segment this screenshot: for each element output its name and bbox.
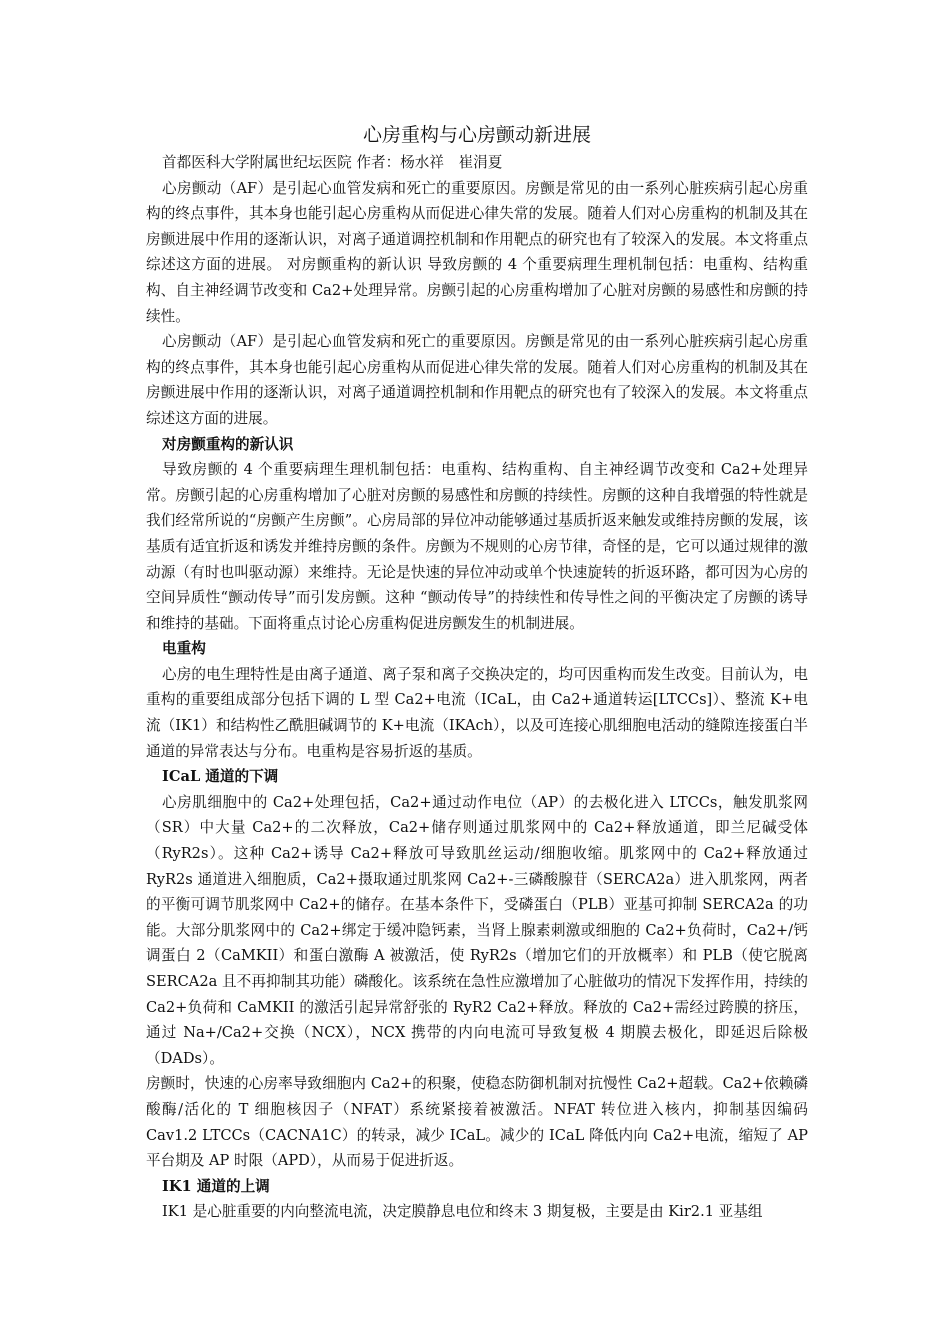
paragraph-af-calcium-overload: 房颤时，快速的心房率导致细胞内 Ca2+的积聚，使稳态防御机制对抗慢性 Ca2+超载。Ca2+依赖磷酸酶/活化的 T 细胞核因子（NFAT）系统紧接着被激活。NFAT 转位进入核内，抑制基因编码 Cav1.2 LTCCs（CACNA1C）的转录，减少 ICaL。减少的 ICaL 降低内向 Ca2+电流，缩短了 AP 平台期及 AP 时限（APD），从而易于促进折返。 [146,1075,808,1170]
affiliation: 首都医科大学附属世纪坛医院 作者： [162,154,401,171]
paragraph-ik1: IK1 是心脏重要的内向整流电流，决定膜静息电位和终末 3 期复极，主要是由 Kir2.1 亚基组 [162,1203,763,1221]
authors: 杨水祥 崔涓夏 [400,154,503,171]
section-heading-electrical-remodeling: 电重构 [162,640,206,658]
section-heading-ical-downregulation: ICaL 通道的下调 [162,768,279,786]
affiliation-line [146,150,808,176]
paragraph-intro-1: 心房颤动（AF）是引起心血管发病和死亡的重要原因。房颤是常见的由一系列心脏疾病引起心房重构的终点事件，其本身也能引起心房重构从而促进心律失常的发展。随着人们对心房重构的机制及其在房颤进展中作用的逐渐认识，对离子通道调控机制和作用靶点的研究也有了较深入的发展。本文将重点综述这方面的进展。 对房颤重构的新认识 导致房颤的 4 个重要病理生理机制包括：电重构、结构重构、自主神经调节改变和 Ca2+处理异常。房颤引起的心房重构增加了心脏对房颤的易感性和房颤的持续性。 [146,179,808,325]
paragraph-electrical-remodeling: 心房的电生理特性是由离子通道、离子泵和离子交换决定的，均可因重构而发生改变。目前认为，电重构的重要组成部分包括下调的 L 型 Ca2+电流（ICaL，由 Ca2+通道转运[LTCCs]）、整流 K+电流（IK1）和结构性乙酰胆碱调节的 K+电流（IKAch），以及可连接心肌细胞电活动的缝隙连接蛋白半通道的异常表达与分布。电重构是容易折返的基质。 [146,665,808,760]
document-body [146,120,808,1225]
paragraph-mechanisms: 导致房颤的 4 个重要病理生理机制包括：电重构、结构重构、自主神经调节改变和 Ca2+处理异常。房颤引起的心房重构增加了心脏对房颤的易感性和房颤的持续性。房颤的这种自我增强的特性就是我们经常所说的“房颤产生房颤”。心房局部的异位冲动能够通过基质折返来触发或维持房颤的发展，该基质有适宜折返和诱发并维持房颤的条件。房颤为不规则的心房节律，奇怪的是，它可以通过规律的激动源（有时也叫驱动源）来维持。无论是快速的异位冲动或单个快速旋转的折返环路，都可因为心房的空间异质性“颤动传导”而引发房颤。这种 “颤动传导”的持续性和传导性之间的平衡决定了房颤的诱导和维持的基础。下面将重点讨论心房重构促进房颤发生的机制进展。 [146,461,808,632]
section-heading-new-understanding: 对房颤重构的新认识 [162,435,294,453]
section-heading-ik1-upregulation: IK1 通道的上调 [162,1177,270,1195]
paragraph-calcium-handling: 心房肌细胞中的 Ca2+处理包括，Ca2+通过动作电位（AP）的去极化进入 LTCCs，触发肌浆网（SR）中大量 Ca2+的二次释放，Ca2+储存则通过肌浆网中的 Ca2+释放通道，即兰尼碱受体（RyR2s）。这种 Ca2+诱导 Ca2+释放可导致肌丝运动/细胞收缩。肌浆网中的 Ca2+释放通过 RyR2s 通道进入细胞质，Ca2+摄取通过肌浆网 Ca2+-三磷酸腺苷（SERCA2a）进入肌浆网，两者的平衡可调节肌浆网中 Ca2+的储存。在基本条件下，受磷蛋白（PLB）亚基可抑制 SERCA2a 的功能。大部分肌浆网中的 Ca2+绑定于缓冲隐钙素，当肾上腺素刺激或细胞的 Ca2+负荷时，Ca2+/钙调蛋白 2（CaMKII）和蛋白激酶 A 被激活，使 RyR2s（增加它们的开放概率）和 PLB（使它脱离 SERCA2a 且不再抑制其功能）磷酸化。该系统在急性应激增加了心脏做功的情况下发挥作用，持续的 Ca2+负荷和 CaMKII 的激活引起异常舒张的 RyR2 Ca2+释放。释放的 Ca2+需经过跨膜的挤压，通过 Na+/Ca2+交换（NCX），NCX 携带的内向电流可导致复极 4 期膜去极化，即延迟后除极（DADs）。 [146,793,808,1067]
paragraph-intro-2: 心房颤动（AF）是引起心血管发病和死亡的重要原因。房颤是常见的由一系列心脏疾病引起心房重构的终点事件，其本身也能引起心房重构从而促进心律失常的发展。随着人们对心房重构的机制及其在房颤进展中作用的逐渐认识，对离子通道调控机制和作用靶点的研究也有了较深入的发展。本文将重点综述这方面的进展。 [146,333,808,427]
page-title: 心房重构与心房颤动新进展 [362,124,591,146]
